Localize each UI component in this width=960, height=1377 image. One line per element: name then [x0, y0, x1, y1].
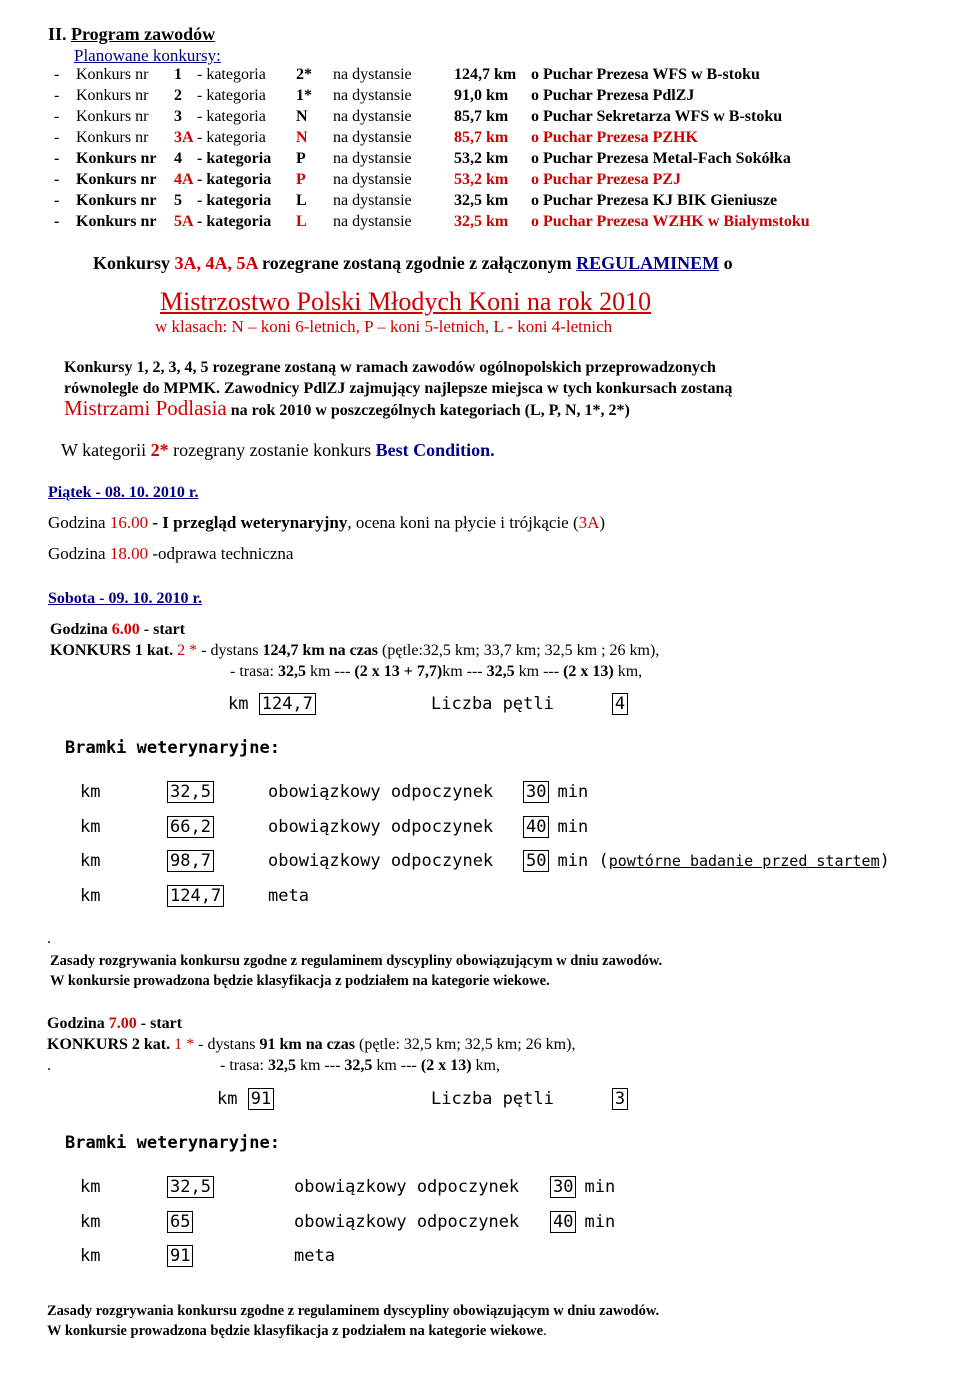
gate-rest-minutes-text: 30: [550, 1176, 576, 1198]
regulamin-link[interactable]: REGULAMINEM: [576, 253, 720, 273]
contest-distance: 124,7 km: [454, 66, 517, 83]
contest-category: N: [296, 108, 308, 125]
contest-trophy: o Puchar Prezesa KJ BIK Gieniusze: [531, 192, 778, 209]
contest-row: [54, 213, 934, 234]
gate-rest-minutes: [550, 1212, 615, 1232]
paren-open: (: [588, 851, 609, 871]
reg-text-c: rozegrane zostaną zgodnie z załączonym: [257, 253, 577, 273]
gate-km-label: [80, 1177, 100, 1197]
contest-trophy: o Puchar Prezesa PZJ: [531, 171, 682, 188]
contest-category: N: [296, 129, 308, 146]
gate-km-value: [167, 851, 214, 871]
k2-loops: (pętle: 32,5 km; 32,5 km; 26 km),: [355, 1036, 576, 1053]
contest-row: [54, 108, 934, 129]
contest-prefix: Konkurs nr: [76, 150, 157, 167]
gate-km-value-text: 32,5: [167, 1176, 214, 1198]
vet-3a: 3A: [578, 513, 600, 532]
gate-km-value: [167, 1246, 193, 1266]
gate-km-label-text: km: [80, 816, 101, 837]
gate-rest-minutes: [523, 851, 890, 871]
contest-number: 4A: [174, 171, 194, 188]
gate-note: powtórne badanie przed startem: [608, 852, 880, 870]
contest-category: 2*: [296, 66, 312, 83]
para-line-3-rest: na rok 2010 w poszczególnych kategoriach (L, P, N, 1*, 2*): [226, 402, 630, 419]
gate-label-text: obowiązkowy odpoczynek: [268, 816, 494, 837]
start-label: - start: [139, 621, 186, 638]
contest-dash: -: [54, 150, 60, 167]
k1-distance: 124,7 km: [262, 642, 325, 659]
contest-trophy: o Puchar Prezesa WZHK w Białymstoku: [531, 213, 810, 230]
k1-time: 6.00: [111, 621, 140, 638]
gate-km-value-text: 124,7: [167, 885, 224, 907]
gate-rest-minutes: [523, 817, 588, 837]
trasa-end: km,: [471, 1057, 500, 1074]
gate-km-value-text: 32,5: [167, 781, 214, 803]
k1-gates-heading: Bramki weterynaryjne:: [65, 738, 280, 758]
friday-date: Piątek - 08. 10. 2010 r.: [48, 484, 199, 501]
k2-loops-value: 3: [612, 1088, 628, 1110]
gate-km-value: [167, 1177, 214, 1197]
k1-loops: (pętle:32,5 km; 33,7 km; 32,5 km ; 26 km),: [378, 642, 660, 659]
godzina-label: Godzina: [48, 544, 110, 563]
contest-number: 3: [174, 108, 182, 125]
dystans-label: - dystans: [197, 642, 263, 659]
contest-number: 5A: [174, 213, 194, 230]
contest-dyst-label: na dystansie: [333, 192, 412, 209]
trasa-seg: 32,5: [344, 1057, 373, 1074]
contest-distance: 32,5 km: [454, 213, 509, 230]
contest-trophy: o Puchar Prezesa Metal-Fach Sokółka: [531, 150, 791, 167]
contest-trophy: o Puchar Sekretarza WFS w B-stoku: [531, 108, 783, 125]
contest-distance: 53,2 km: [454, 150, 509, 167]
contest-dash: -: [54, 192, 60, 209]
gate-km-label: [80, 851, 100, 871]
k1-km-value: 124,7: [259, 693, 316, 715]
gate-km-label-text: km: [80, 1246, 101, 1266]
gate-km-label-text: km: [80, 851, 101, 871]
contest-distance: 91,0 km: [454, 87, 509, 104]
contest-dash: -: [54, 87, 60, 104]
section-heading: [48, 24, 215, 45]
gate-unit: min: [584, 1211, 616, 1232]
gate-label-text: obowiązkowy odpoczynek: [294, 1177, 520, 1197]
loops-label: Liczba pętli: [431, 694, 554, 714]
gate-label: [268, 782, 493, 802]
gate-label: [294, 1177, 519, 1197]
k1-dot: .: [47, 930, 51, 947]
trasa-end: km,: [613, 663, 643, 680]
dystans-label: - dystans: [194, 1036, 260, 1053]
vet-check-desc: , ocena koni na płycie i trójkącie (: [347, 513, 579, 532]
contest-kat-label: - kategoria: [197, 108, 266, 125]
gate-label-text: obowiązkowy odpoczynek: [294, 1211, 520, 1232]
gate-km-label-text: km: [80, 885, 101, 906]
contest-distance: 85,7 km: [454, 108, 509, 125]
gate-rest-minutes: [550, 1177, 615, 1197]
contest-kat-label: - kategoria: [197, 192, 272, 209]
k2-distance-box: [217, 1089, 274, 1109]
trasa-seg: (2 x 13 + 7,7): [354, 663, 443, 680]
gate-km-value: [167, 817, 214, 837]
contest-kat-label: - kategoria: [197, 87, 266, 104]
contest-dash: -: [54, 129, 60, 146]
contest-category: 1*: [296, 87, 312, 104]
gate-label: [268, 817, 493, 837]
contest-distance: 32,5 km: [454, 192, 509, 209]
k1-rules-2: W konkursie prowadzona będzie klasyfikacja z podziałem na kategorie wiekowe.: [50, 973, 550, 989]
gate-label-text: meta: [294, 1246, 335, 1266]
gate-km-value: [167, 886, 224, 906]
gate-unit: min: [557, 816, 589, 837]
trasa-sep: km ---: [442, 663, 487, 680]
k2-gates-heading: Bramki weterynaryjne:: [65, 1133, 280, 1153]
k2-title-line: [47, 1036, 575, 1054]
k1-trasa: [230, 663, 642, 681]
contest-kat-label: - kategoria: [197, 66, 266, 83]
regulation-line: [93, 253, 733, 274]
contest-row: [54, 192, 934, 213]
gate-km-label-text: km: [80, 782, 101, 802]
contest-dash: -: [54, 171, 60, 188]
paren-close: ): [599, 513, 606, 532]
loops-label: Liczba pętli: [431, 1089, 554, 1109]
contest-number: 2: [174, 87, 182, 104]
gate-unit: min: [584, 1177, 616, 1197]
k2-rules-1: Zasady rozgrywania konkursu zgodne z regulaminem dyscypliny obowiązującym w dniu zawodów.: [47, 1303, 660, 1319]
k2-rules-2-text: W konkursie prowadzona będzie klasyfikacja z podziałem na kategorie wiekowe: [47, 1323, 544, 1339]
trasa-label: - trasa:: [230, 663, 278, 680]
contest-number: 3A: [174, 129, 194, 146]
best-a: W kategorii: [61, 440, 151, 460]
trasa-seg: 32,5: [486, 663, 515, 680]
contest-number: 5: [174, 192, 182, 209]
gate-rest-minutes: [523, 782, 588, 802]
gate-rest-minutes-text: 40: [550, 1211, 576, 1233]
best-cat: 2*: [150, 440, 169, 460]
trasa-sep: km ---: [305, 663, 355, 680]
contest-category: P: [296, 150, 306, 167]
k1-loops-box: [431, 694, 628, 714]
contest-prefix: Konkurs nr: [76, 171, 157, 188]
k2-dot: .: [47, 1057, 51, 1074]
contest-category: L: [296, 213, 307, 230]
trasa-seg: 32,5: [267, 1057, 296, 1074]
k1-cat: 2 *: [177, 642, 198, 659]
contest-dyst-label: na dystansie: [333, 150, 412, 167]
contest-dyst-label: na dystansie: [333, 171, 412, 188]
para-line-3: [64, 396, 630, 421]
time-1800: 18.00: [109, 544, 149, 563]
contest-row: [54, 171, 934, 192]
contest-prefix: Konkurs nr: [76, 192, 157, 209]
gate-unit: min: [557, 782, 589, 802]
contest-row: [54, 129, 934, 150]
gate-km-value-text: 66,2: [167, 816, 214, 838]
best-condition: Best Condition.: [375, 440, 495, 460]
contest-dyst-label: na dystansie: [333, 87, 412, 104]
k1-title: KONKURS 1 kat.: [50, 642, 178, 659]
contest-trophy: o Puchar Prezesa WFS w B-stoku: [531, 66, 760, 83]
gate-label: [268, 851, 493, 871]
trasa-seg: (2 x 13): [420, 1057, 472, 1074]
k2-rules-2-dot: .: [543, 1323, 547, 1339]
gate-km-value-text: 91: [167, 1245, 193, 1267]
friday-row-2: [48, 544, 293, 564]
contest-list: [54, 66, 934, 234]
saturday-date: Sobota - 09. 10. 2010 r.: [48, 590, 203, 607]
contest-number: 1: [174, 66, 182, 83]
best-c: rozegrany zostanie konkurs: [168, 440, 376, 460]
contest-dash: -: [54, 108, 60, 125]
na-czas: na czas: [301, 1036, 356, 1053]
gate-label: [294, 1246, 335, 1266]
contest-kat-label: - kategoria: [197, 129, 266, 146]
gate-km-label: [80, 817, 100, 837]
trasa-seg: 32,5: [277, 663, 306, 680]
gate-km-label: [80, 886, 100, 906]
k1-distance-box: [228, 694, 316, 714]
gate-rest-minutes-text: 40: [523, 816, 549, 838]
contest-distance: 85,7 km: [454, 129, 509, 146]
gate-label-text: obowiązkowy odpoczynek: [268, 851, 494, 871]
contest-prefix: Konkurs nr: [76, 213, 157, 230]
k2-trasa: [220, 1057, 500, 1075]
k2-cat: 1 *: [174, 1036, 195, 1053]
contest-category: L: [296, 192, 307, 209]
contest-number: 4: [174, 150, 182, 167]
gate-km-label: [80, 1246, 100, 1266]
trasa-sep: km ---: [514, 663, 564, 680]
contest-dyst-label: na dystansie: [333, 129, 412, 146]
paren-close: ): [879, 851, 890, 871]
best-condition-line: [61, 440, 495, 461]
k2-distance: 91 km: [259, 1036, 302, 1053]
km-label: km: [228, 694, 259, 714]
contest-row: [54, 150, 934, 171]
contest-dyst-label: na dystansie: [333, 213, 412, 230]
contest-dash: -: [54, 66, 60, 83]
godzina-label: Godzina: [47, 1015, 109, 1032]
para-line-1: Konkursy 1, 2, 3, 4, 5 rozegrane zostaną w ramach zawodów ogólnopolskich przeprowadzonych: [64, 359, 716, 376]
gate-label: [268, 886, 309, 906]
contest-trophy: o Puchar Prezesa PdlZJ: [531, 87, 695, 104]
trasa-seg: (2 x 13): [563, 663, 614, 680]
contest-row: [54, 87, 934, 108]
k2-title: KONKURS 2 kat.: [47, 1036, 175, 1053]
mistrzami-podlasia: Mistrzami Podlasia: [64, 396, 227, 420]
mpmk-title: Mistrzostwo Polski Młodych Koni na rok 2010: [160, 287, 652, 316]
gate-km-label-text: km: [80, 1211, 101, 1232]
contest-prefix: Konkurs nr: [76, 66, 149, 83]
gate-rest-minutes-text: 30: [523, 781, 549, 803]
contest-prefix: Konkurs nr: [76, 108, 149, 125]
contest-dyst-label: na dystansie: [333, 66, 412, 83]
gate-km-value: [167, 782, 214, 802]
gate-km-value-text: 65: [167, 1211, 193, 1233]
reg-contests: 3A, 4A, 5A: [174, 253, 258, 273]
gate-km-label: [80, 1212, 100, 1232]
km-label: km: [217, 1089, 248, 1109]
gate-km-label: [80, 782, 100, 802]
contest-row: [54, 66, 934, 87]
gate-km-value: [167, 1212, 193, 1232]
k1-start: [50, 621, 185, 639]
contest-dyst-label: na dystansie: [333, 108, 412, 125]
k1-rules-1: Zasady rozgrywania konkursu zgodne z regulaminem dyscypliny obowiązującym w dniu zawodów.: [50, 953, 663, 969]
k1-title-line: [50, 642, 659, 660]
gate-label: [294, 1212, 519, 1232]
trasa-sep: km ---: [295, 1057, 345, 1074]
gate-label-text: meta: [268, 885, 309, 906]
briefing: -odprawa techniczna: [148, 544, 294, 563]
k2-km-value: 91: [248, 1088, 274, 1110]
trasa-sep: km ---: [372, 1057, 421, 1074]
contest-category: P: [296, 171, 306, 188]
gate-rest-minutes-text: 50: [523, 850, 549, 872]
para-line-2: równolegle do MPMK. Zawodnicy PdlZJ zajmujący najlepsze miejsca w tych konkursach zostaną: [64, 380, 733, 397]
friday-row-1: [48, 513, 605, 533]
godzina-label: Godzina: [48, 513, 110, 532]
contest-kat-label: - kategoria: [197, 150, 272, 167]
gate-km-value-text: 98,7: [167, 850, 214, 872]
k2-rules-2: [47, 1323, 547, 1340]
contest-prefix: Konkurs nr: [76, 129, 149, 146]
contest-dash: -: [54, 213, 60, 230]
section-number: II.: [48, 24, 67, 44]
k1-loops-value: 4: [612, 693, 628, 715]
time-1600: 16.00: [109, 513, 149, 532]
start-label: - start: [136, 1015, 183, 1032]
mpmk-subtitle: w klasach: N – koni 6-letnich, P – koni 5-letnich, L - koni 4-letnich: [155, 317, 613, 336]
k2-start: [47, 1015, 182, 1033]
contest-kat-label: - kategoria: [197, 171, 272, 188]
k2-time: 7.00: [108, 1015, 137, 1032]
vet-check: - I przegląd weterynaryjny: [148, 513, 348, 532]
contest-kat-label: - kategoria: [197, 213, 272, 230]
reg-text-a: Konkursy: [93, 253, 175, 273]
section-title: Program zawodów: [71, 24, 216, 44]
contest-prefix: Konkurs nr: [76, 87, 149, 104]
contest-distance: 53,2 km: [454, 171, 509, 188]
gate-km-label-text: km: [80, 1177, 101, 1197]
reg-text-e: o: [719, 253, 733, 273]
planned-contests-heading: Planowane konkursy:: [74, 46, 221, 65]
trasa-label: - trasa:: [220, 1057, 268, 1074]
k2-loops-box: [431, 1089, 628, 1109]
na-czas: na czas: [324, 642, 379, 659]
contest-trophy: o Puchar Prezesa PZHK: [531, 129, 698, 146]
gate-label-text: obowiązkowy odpoczynek: [268, 782, 494, 802]
gate-unit: min: [557, 851, 589, 871]
godzina-label: Godzina: [50, 621, 112, 638]
